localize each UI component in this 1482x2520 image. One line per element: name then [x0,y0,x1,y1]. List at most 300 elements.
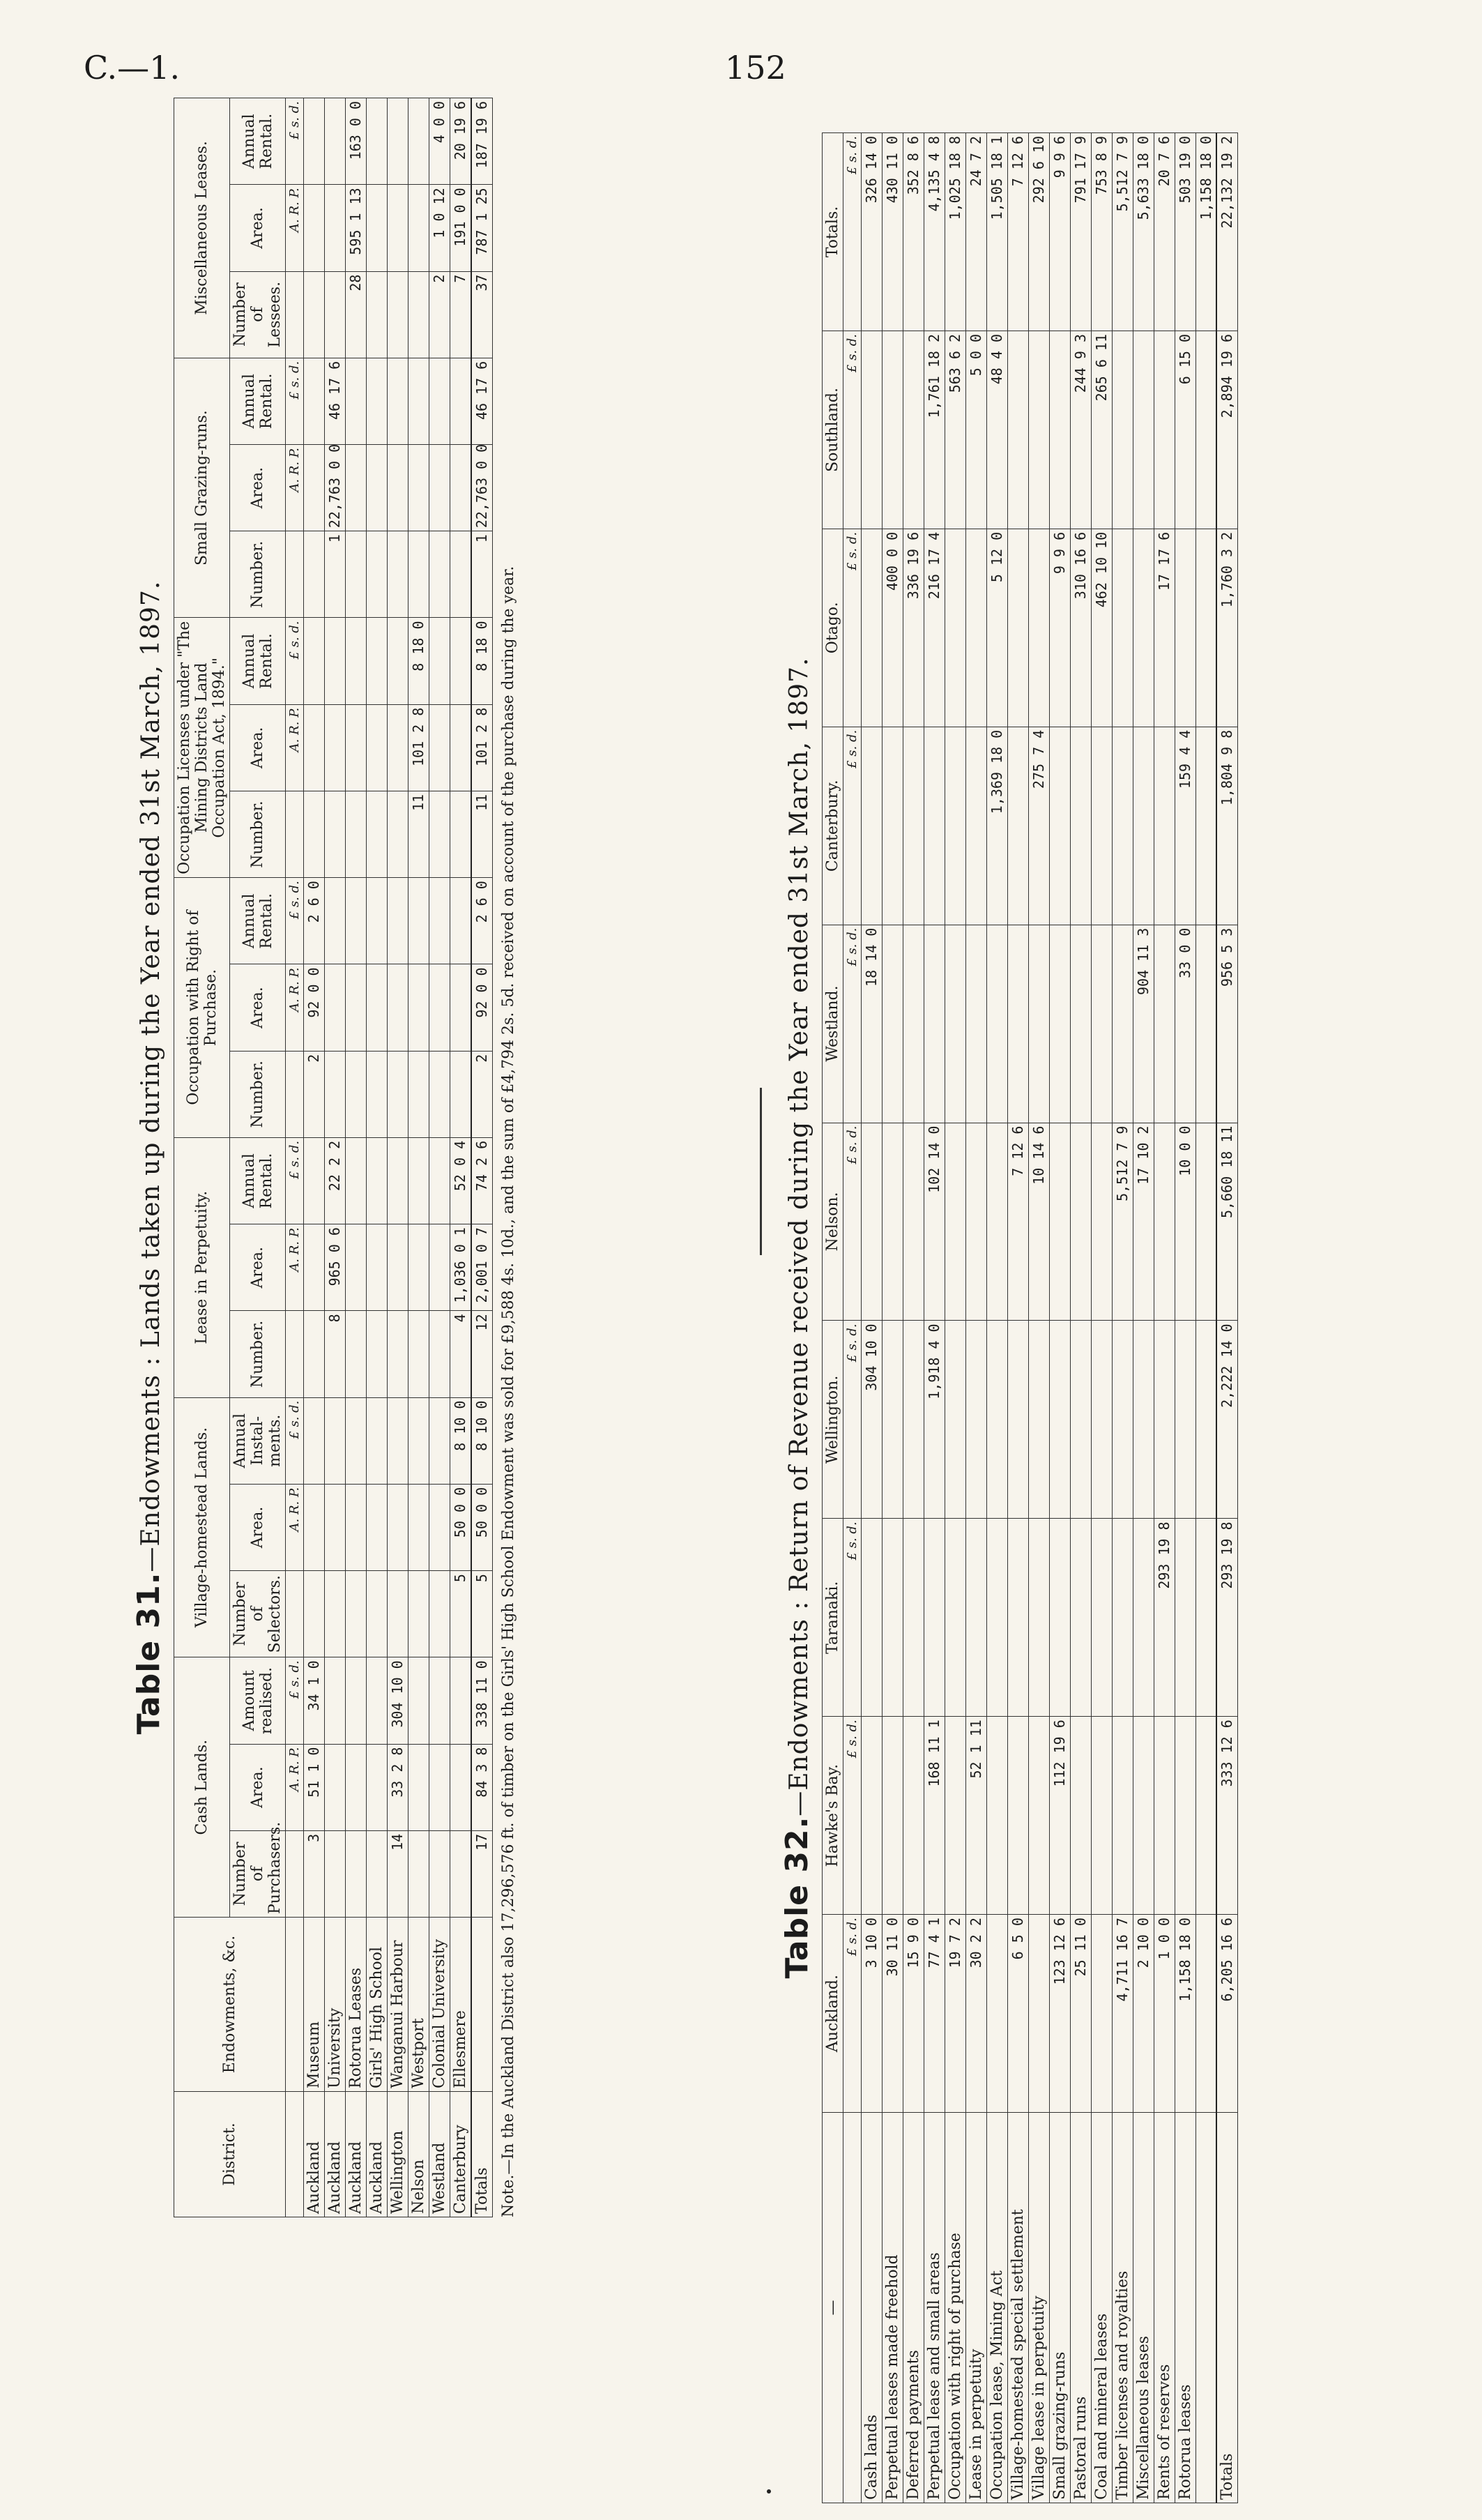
value-cell [450,1051,472,1137]
value-cell [346,618,367,704]
value-cell [1196,1321,1217,1519]
unit-label [286,271,304,358]
value-cell [966,1123,987,1321]
subcol-header-14: Annual Rental. [230,618,286,704]
total-cell: 293 19 8 [1216,1519,1238,1717]
value-cell: 5,512 7 9 [1113,133,1133,331]
value-cell [945,1519,966,1717]
subcol-header-15: Number. [230,531,286,618]
value-cell [1113,1519,1133,1717]
value-cell [346,531,367,618]
value-cell [903,331,924,529]
total-cell: 2 6 0 [471,878,493,964]
col-header-8: Southland. [823,331,843,529]
value-cell: 25 11 0 [1071,1915,1092,2113]
value-cell [429,1311,450,1397]
value-cell [304,531,325,618]
col-header-9: Totals. [823,133,843,331]
value-cell [1113,529,1133,727]
value-cell: 2 [429,271,450,358]
value-cell [1008,1717,1029,1915]
value-cell [388,1397,408,1484]
value-cell [346,1224,367,1311]
table-31-title [131,98,167,2217]
value-cell [429,1744,450,1830]
unit-label: £ s. d. [843,1717,862,1915]
value-cell [883,1321,903,1519]
unit-label: £ s. d. [286,1137,304,1224]
subcol-header-19: Area. [230,185,286,271]
row-label [1196,2113,1217,2503]
value-cell: 30 2 2 [966,1915,987,2113]
unit-label: £ s. d. [286,358,304,444]
subcol-header-6: Number. [230,1311,286,1397]
table-row [450,98,472,2217]
value-cell: 3 10 0 [862,1915,883,2113]
value-cell [966,529,987,727]
value-cell [1008,727,1029,925]
empty-cell [471,1918,493,2092]
table-row [367,98,388,2217]
row-label: Small grazing-runs [1050,2113,1071,2503]
unit-label [286,1051,304,1137]
subcol-header-0: Number of Purchasers. [230,1830,286,1917]
table-row [1113,133,1133,2503]
row-label: Occupation lease, Mining Act [987,2113,1008,2503]
value-cell [450,445,472,531]
value-cell [408,964,429,1051]
value-cell [1008,529,1029,727]
value-cell [325,618,346,704]
table-row [862,133,883,2503]
value-cell [924,1519,945,1717]
col-header-5: Westland. [823,925,843,1123]
value-cell: 595 1 13 [346,185,367,271]
table-row [1008,133,1029,2503]
value-cell [388,185,408,271]
value-cell [903,1717,924,1915]
value-cell [1029,1915,1050,2113]
unit-label: A. R. P. [286,1484,304,1570]
value-cell: 20 7 6 [1154,133,1175,331]
total-cell: 2 [471,1051,493,1137]
value-cell [883,331,903,529]
value-cell: 15 9 0 [903,1915,924,2113]
row-label: Coal and mineral leases [1092,2113,1113,2503]
value-cell [408,1657,429,1744]
total-cell: 787 1 25 [471,185,493,271]
value-cell [408,1137,429,1224]
value-cell: 7 12 6 [1008,133,1029,331]
value-cell [304,704,325,791]
value-cell [1050,1321,1071,1519]
value-cell [325,1744,346,1830]
row-label: Rotorua leases [1175,2113,1196,2503]
col-header-6: Canterbury. [823,727,843,925]
value-cell [304,1224,325,1311]
value-cell [862,1123,883,1321]
value-cell: 22,763 0 0 [325,445,346,531]
value-cell [367,1571,388,1657]
col-corner: — [823,2113,843,2503]
value-cell [450,1830,472,1917]
value-cell [862,529,883,727]
value-cell [1154,331,1175,529]
value-cell: 19 7 2 [945,1915,966,2113]
value-cell: 112 19 6 [1050,1717,1071,1915]
district-cell: Auckland [325,2092,346,2217]
value-cell [1196,925,1217,1123]
value-cell [945,1321,966,1519]
value-cell: 791 17 9 [1071,133,1092,331]
table-32-block [774,132,1429,2503]
value-cell [1092,727,1113,925]
unit-label: £ s. d. [843,331,862,529]
value-cell [966,1519,987,1717]
subcol-header-4: Area. [230,1484,286,1570]
district-cell: Wellington [388,2092,408,2217]
value-cell [429,1137,450,1224]
value-cell [346,1137,367,1224]
endowment-cell: Museum [304,1918,325,2092]
subcol-header-12: Number. [230,791,286,877]
total-cell: 11 [471,791,493,877]
value-cell: 52 1 11 [966,1717,987,1915]
value-cell: 3 [304,1830,325,1917]
subcol-header-3: Number of Selectors. [230,1571,286,1657]
value-cell [1113,331,1133,529]
value-cell [388,1484,408,1570]
subcol-header-17: Annual Rental. [230,358,286,444]
value-cell [367,1830,388,1917]
value-cell [1196,1519,1217,1717]
value-cell [903,1321,924,1519]
total-cell: 6,205 16 6 [1216,1915,1238,2113]
value-cell [1196,1123,1217,1321]
value-cell [304,1571,325,1657]
value-cell: 4 0 0 [429,98,450,185]
subcol-header-1: Area. [230,1744,286,1830]
table-row [346,98,367,2217]
value-cell [1113,925,1133,1123]
unit-label [286,531,304,618]
value-cell [346,1657,367,1744]
table-31-note: Note.—In the Auckland District also 17,296,576 ft. of timber on the Girls' High School Endowment was sold for £9,588 4s. 10d., and the sum of £4,794 2s. 5d. received on account of the purchase during the year. [500,566,517,2217]
table-row [924,133,945,2503]
value-cell [1113,1321,1133,1519]
table-row [388,98,408,2217]
table-row [408,98,429,2217]
group-header-0: Cash Lands. [174,1657,230,1918]
unit-label: £ s. d. [843,1915,862,2113]
value-cell: 168 11 1 [924,1717,945,1915]
value-cell: 4,711 16 7 [1113,1915,1133,2113]
unit-label: £ s. d. [843,1519,862,1717]
value-cell: 1 [325,531,346,618]
value-cell [304,98,325,185]
table-row [883,133,903,2503]
value-cell [945,529,966,727]
total-cell: 8 18 0 [471,618,493,704]
group-header-2: Lease in Perpetuity. [174,1137,230,1397]
value-cell [367,878,388,964]
value-cell: 8 18 0 [408,618,429,704]
value-cell: 52 0 4 [450,1137,472,1224]
value-cell [367,358,388,444]
total-cell: 50 0 0 [471,1484,493,1570]
value-cell: 10 0 0 [1175,1123,1196,1321]
value-cell [325,185,346,271]
value-cell [408,1744,429,1830]
value-cell: 18 14 0 [862,925,883,1123]
value-cell [1050,1123,1071,1321]
subcol-header-16: Area. [230,445,286,531]
value-cell: 462 10 10 [1092,529,1113,727]
value-cell: 51 1 0 [304,1744,325,1830]
value-cell [945,1123,966,1321]
value-cell [367,98,388,185]
value-cell: 1,158 18 0 [1175,1915,1196,2113]
value-cell: 22 2 2 [325,1137,346,1224]
value-cell [450,964,472,1051]
value-cell [1008,925,1029,1123]
value-cell: 7 12 6 [1008,1123,1029,1321]
col-header-1: Hawke's Bay. [823,1717,843,1915]
value-cell [1029,1519,1050,1717]
totals-label: Totals [1216,2113,1238,2503]
value-cell [1175,1717,1196,1915]
table-31-block [125,98,753,2217]
table-row [1029,133,1050,2503]
value-cell [367,531,388,618]
value-cell [304,1311,325,1397]
value-cell: 9 9 6 [1050,529,1071,727]
value-cell: 5,633 18 0 [1133,133,1154,331]
value-cell [408,358,429,444]
value-cell [1071,1717,1092,1915]
value-cell: 4,135 4 8 [924,133,945,331]
value-cell [429,358,450,444]
value-cell [304,1484,325,1570]
total-cell: 1 [471,531,493,618]
value-cell: 265 6 11 [1092,331,1113,529]
value-cell [388,1571,408,1657]
value-cell: 336 19 6 [903,529,924,727]
unit-label: £ s. d. [286,1397,304,1484]
value-cell [388,1137,408,1224]
value-cell [883,727,903,925]
value-cell [450,704,472,791]
value-cell: 9 9 6 [1050,133,1071,331]
unit-label: £ s. d. [843,727,862,925]
value-cell: 216 17 4 [924,529,945,727]
total-cell: 187 19 6 [471,98,493,185]
value-cell: 5 0 0 [966,331,987,529]
total-cell: 92 0 0 [471,964,493,1051]
value-cell: 101 2 8 [408,704,429,791]
value-cell [1029,1321,1050,1519]
table-row [325,98,346,2217]
total-cell: 5,660 18 11 [1216,1123,1238,1321]
value-cell: 430 11 0 [883,133,903,331]
value-cell [346,1744,367,1830]
value-cell [388,618,408,704]
value-cell [388,271,408,358]
value-cell [450,878,472,964]
value-cell [429,1224,450,1311]
total-cell: 2,222 14 0 [1216,1321,1238,1519]
total-cell: 2,001 0 7 [471,1224,493,1311]
value-cell [367,1311,388,1397]
value-cell [367,791,388,877]
value-cell [1133,1321,1154,1519]
value-cell [883,1123,903,1321]
totals-row [471,98,493,2217]
value-cell [304,618,325,704]
subcol-header-11: Annual Rental. [230,878,286,964]
value-cell [429,1051,450,1137]
value-cell [1113,1717,1133,1915]
value-cell: 33 2 8 [388,1744,408,1830]
group-header-5: Small Grazing-runs. [174,358,230,618]
page-code: C.—1. [84,49,181,86]
value-cell [346,1571,367,1657]
value-cell [408,98,429,185]
value-cell [429,1657,450,1744]
row-label: Occupation with right of purchase [945,2113,966,2503]
value-cell: 14 [388,1830,408,1917]
value-cell: 33 0 0 [1175,925,1196,1123]
value-cell [450,531,472,618]
value-cell [1050,925,1071,1123]
page-number: 152 [725,49,786,86]
total-cell: 5 [471,1571,493,1657]
row-label: Timber licenses and royalties [1113,2113,1133,2503]
value-cell [367,704,388,791]
subcol-header-5: Annual Instal-ments. [230,1397,286,1484]
value-cell [945,727,966,925]
value-cell [924,727,945,925]
total-cell: 22,132 19 2 [1216,133,1238,331]
value-cell [1092,925,1113,1123]
unit-label: A. R. P. [286,964,304,1051]
value-cell [304,358,325,444]
group-header-4: Occupation Licenses under "The Mining Districts Land Occupation Act, 1894." [174,618,230,878]
table-row [304,98,325,2217]
value-cell: 563 6 2 [945,331,966,529]
value-cell: 1,036 0 1 [450,1224,472,1311]
value-cell: 304 10 0 [388,1657,408,1744]
row-label: Deferred payments [903,2113,924,2503]
unit-label: £ s. d. [286,98,304,185]
table-32-title [779,132,815,2503]
endowment-cell: Ellesmere [450,1918,472,2092]
row-label: Lease in perpetuity [966,2113,987,2503]
col-header-4: Nelson. [823,1123,843,1321]
unit-label: A. R. P. [286,704,304,791]
value-cell [429,1830,450,1917]
subcol-header-8: Annual Rental. [230,1137,286,1224]
total-cell: 338 11 0 [471,1657,493,1744]
value-cell [304,1397,325,1484]
table-32-title-number: Table 32. [779,1816,815,1979]
value-cell [367,1484,388,1570]
value-cell [367,1397,388,1484]
total-cell: 1,760 3 2 [1216,529,1238,727]
value-cell [388,98,408,185]
col-district: District. [174,2092,286,2217]
value-cell: 7 [450,271,472,358]
value-cell [987,1519,1008,1717]
endowment-cell: University [325,1918,346,2092]
district-cell: Auckland [346,2092,367,2217]
subcol-header-10: Area. [230,964,286,1051]
value-cell [1175,1321,1196,1519]
value-cell [1175,1519,1196,1717]
table-row [1050,133,1071,2503]
subcol-header-7: Area. [230,1224,286,1311]
value-cell [325,271,346,358]
value-cell [325,964,346,1051]
value-cell: 17 17 6 [1154,529,1175,727]
total-cell: 74 2 6 [471,1137,493,1224]
value-cell: 326 14 0 [862,133,883,331]
value-cell [367,1224,388,1311]
unit-label [286,1311,304,1397]
value-cell [408,1224,429,1311]
value-cell: 24 7 2 [966,133,987,331]
table-32-header [823,133,843,2503]
value-cell [325,878,346,964]
value-cell [429,878,450,964]
value-cell [1196,1915,1217,2113]
group-header-1: Village-homestead Lands. [174,1397,230,1657]
value-cell [388,878,408,964]
value-cell [429,618,450,704]
value-cell: 503 19 0 [1175,133,1196,331]
table-row [903,133,924,2503]
value-cell [408,271,429,358]
value-cell [1071,1321,1092,1519]
value-cell: 244 9 3 [1071,331,1092,529]
totals-row [1216,133,1238,2503]
value-cell [408,1484,429,1570]
value-cell [450,358,472,444]
value-cell [388,1311,408,1397]
value-cell [1050,1519,1071,1717]
table-row [1133,133,1154,2503]
value-cell: 6 5 0 [1008,1915,1029,2113]
value-cell [367,271,388,358]
value-cell: 400 0 0 [883,529,903,727]
table-row [1092,133,1113,2503]
value-cell [450,1657,472,1744]
value-cell: 102 14 0 [924,1123,945,1321]
value-cell [903,925,924,1123]
table-31-body [304,98,493,2217]
unit-label: £ s. d. [843,925,862,1123]
row-label: Perpetual leases made freehold [883,2113,903,2503]
value-cell [346,704,367,791]
value-cell [346,358,367,444]
value-cell [408,445,429,531]
value-cell [408,1571,429,1657]
value-cell [304,271,325,358]
table-31-title-text: —Endowments : Lands taken up during the Year ended 31st March, 1897. [137,580,165,1572]
value-cell [883,1519,903,1717]
value-cell [883,1717,903,1915]
value-cell [1196,727,1217,925]
